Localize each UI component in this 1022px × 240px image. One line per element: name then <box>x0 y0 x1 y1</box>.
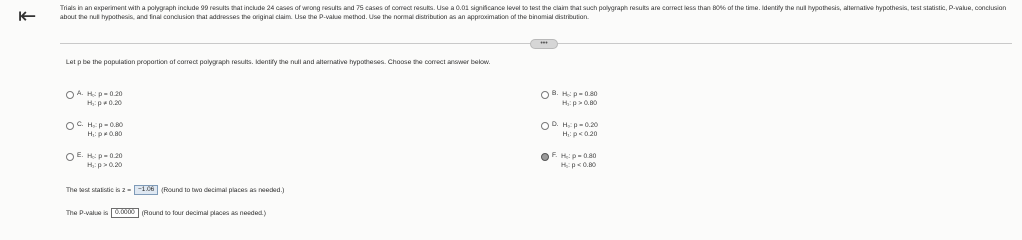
radio-button[interactable] <box>66 122 74 130</box>
alternative-hypothesis: H₁: p ≠ 0.20 <box>87 100 122 107</box>
test-statistic-line <box>66 185 284 195</box>
option-b[interactable] <box>541 90 597 108</box>
radio-button-selected[interactable] <box>541 153 549 161</box>
test-statistic-hint: (Round to two decimal places as needed.) <box>161 186 285 194</box>
null-hypothesis: H₀: p = 0.80 <box>561 153 597 160</box>
option-e[interactable] <box>66 152 122 170</box>
prompt-text: Let p be the population proportion of correct polygraph results. Identify the null and alternative hypotheses. Choose the correct answer below. <box>66 59 491 66</box>
p-value-input[interactable]: 0.0000 <box>111 208 139 218</box>
null-hypothesis: H₀: p = 0.80 <box>562 91 598 98</box>
back-arrow-icon[interactable]: ⇤ <box>18 4 37 29</box>
alternative-hypothesis: H₁: p > 0.20 <box>87 162 122 169</box>
radio-button[interactable] <box>66 153 74 161</box>
p-value-label: The P-value is <box>66 209 109 217</box>
option-f[interactable] <box>541 152 596 170</box>
null-hypothesis: H₀: p = 0.20 <box>87 91 123 98</box>
option-letter: C. <box>77 121 84 128</box>
question-text: Trials in an experiment with a polygraph include 99 results that include 24 cases of wrong results and 75 cases of correct results. Use a 0.01 significance level to test the claim that such polygraph results are correct less than 80% of the time. Identify the null hypothesis, alternative hypothesis, test statistic, P-value, conclusion about the null hypothesis, and final conclusion that addresses the original claim. Use the P-value method. Use the normal distribution as an approximation of the binomial distribution. <box>60 5 1007 21</box>
option-letter: A. <box>77 90 84 97</box>
option-letter: B. <box>552 90 559 97</box>
p-value-hint: (Round to four decimal places as needed.) <box>141 209 266 217</box>
option-a[interactable] <box>66 90 122 108</box>
option-letter: D. <box>552 121 559 128</box>
option-letter: F. <box>552 152 558 159</box>
expand-more-button[interactable]: ••• <box>530 39 558 49</box>
null-hypothesis: H₀: p = 0.20 <box>87 153 123 160</box>
null-hypothesis: H₀: p = 0.80 <box>87 122 123 129</box>
alternative-hypothesis: H₁: p < 0.80 <box>561 162 596 169</box>
p-value-line <box>66 208 266 218</box>
alternative-hypothesis: H₁: p > 0.80 <box>562 100 597 107</box>
radio-button[interactable] <box>541 122 549 130</box>
null-hypothesis: H₀: p = 0.20 <box>562 122 598 129</box>
option-c[interactable] <box>66 121 123 139</box>
radio-button[interactable] <box>66 91 74 99</box>
test-statistic-label: The test statistic is z = <box>66 186 132 194</box>
option-letter: E. <box>77 152 84 159</box>
test-statistic-input[interactable]: −1.06 <box>134 185 158 195</box>
radio-button[interactable] <box>541 91 549 99</box>
alternative-hypothesis: H₁: p < 0.20 <box>562 131 598 138</box>
alternative-hypothesis: H₁: p ≠ 0.80 <box>87 131 123 138</box>
option-d[interactable] <box>541 121 598 139</box>
